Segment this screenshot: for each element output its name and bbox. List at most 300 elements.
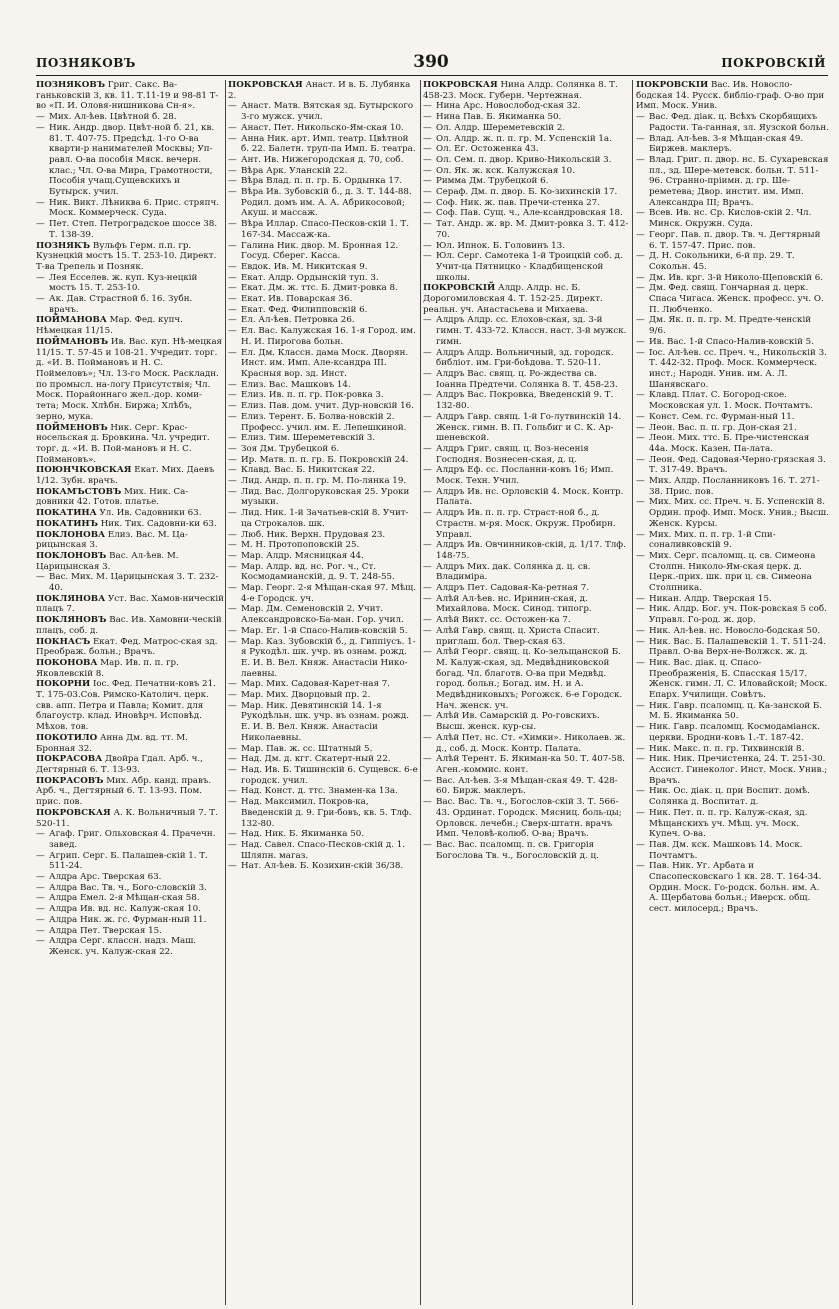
entry-text: Екат. Фед. Филипповскій 6. (241, 304, 368, 315)
entry-text: Екат. Мих. Даевъ 1/12. Зубн. врачъ. (36, 465, 215, 487)
entry-line (423, 369, 630, 390)
entry-text: Над. Ив. Б. Тишинскій 6. Сущевск. 6-е городск. учил. (241, 765, 418, 786)
entry-text: Юл. Ипнок. Б. Головинъ 13. (436, 240, 565, 251)
entry-line (636, 551, 829, 594)
entry-line (636, 134, 829, 155)
entry-line (228, 690, 418, 701)
entry-line (36, 883, 224, 894)
entry-text: Нина Арс. Новослобод-ская 32. (436, 101, 581, 112)
entry-text: Ант. Ив. Нижегородская д. 70, соб. (241, 154, 404, 165)
entry-line (423, 776, 630, 797)
entry-text: Соф. Пав. Сущ. ч., Але-ксандровская 18. (436, 208, 623, 219)
entry-line (423, 626, 630, 647)
entry-text: Алдръ Вас. свящ. ц. Ро-ждества св. Іоанна Предтечи. Солянка 8. Т. 458-23. (436, 368, 618, 390)
entry-text: Алдра Серг. классн. надз. Маш. Женск. уч. Калуж-ская 22. (49, 936, 197, 957)
entry-heading (36, 80, 224, 112)
entry-text: Ник. Андр. двор. Цвѣт-ной б. 21, кв. 81. Т. 407-75. Предсѣд. 1-го О-ва кварти-р нанимателей Москвы; Уп-равл. О-ва пособія Мяск. вечерн. клас.; Чл. О-ва Мира, Грамотности, Пособія учащ.Сущевскихъ и Бутырск. учил. (49, 122, 215, 198)
entry-line (423, 797, 630, 840)
entry-line (636, 230, 829, 251)
entry-text: Мар. Мих. Дворцовый пр. 2. (241, 690, 371, 701)
entry-line (36, 904, 224, 915)
surname: ПОКАМЪСТОВЪ (36, 486, 122, 497)
entry-text: Галина Ник. двор. М. Бронная 12. Госуд. Сберег. Касса. (241, 240, 399, 262)
entry-line (423, 840, 630, 861)
entry-line (228, 294, 418, 305)
entry-text: Дм. Фед. свящ. Гончарная д. церк. Спаса Чигаса. Женск. професс. уч. О. П. Любченко. (649, 283, 824, 315)
entry-heading (423, 80, 630, 101)
entry-line (228, 626, 418, 637)
entry-text: Екат. Алдр. Ордынскій туп. 3. (241, 272, 379, 283)
entry-heading (36, 487, 224, 508)
entry-line (228, 744, 418, 755)
surname: ПОЗНЯКЪ (36, 240, 91, 251)
entry-text: Екат. Дм. ж. ттс. Б. Дмит-ровка 8. (241, 283, 398, 294)
entry-text: Алдра Арс. Тверская 63. (49, 872, 162, 883)
entry-line (228, 797, 418, 829)
entry-line (228, 176, 418, 187)
entry-line (228, 305, 418, 316)
entry-line (423, 112, 630, 123)
entry-text: Анаст. Матв. Вятская зд. Бутырского 3-го мужск. учил. (241, 101, 414, 123)
entry-line (636, 744, 829, 755)
entry-text: Над. Ник. Б. Якиманка 50. (241, 829, 365, 840)
entry-text: Елиз. Ив. п. п. гр. Пок-ровка 3. (241, 390, 384, 401)
entry-text: Клавд. Плат. С. Богород-ское. Московская ул. 1. Моск. Почтамтъ. (649, 390, 813, 412)
entry-text: Мар. Мих. Садовая-Карет-ная 7. (241, 679, 391, 690)
entry-text: Елиз. Терент. Б. Болва-новскій 2. Професс. учил. им. Е. Лепешкиной. (241, 411, 407, 433)
page-header (36, 52, 826, 74)
entry-line (228, 187, 418, 219)
entry-line (636, 155, 829, 209)
entry-heading (36, 315, 224, 336)
entry-line (423, 615, 630, 626)
entry-text: Над. Савел. Спасо-Песков-скій д. 1. Шляпн. магаз. (241, 839, 406, 861)
entry-line (228, 433, 418, 444)
entry-text: Лид. Ник. 1-й Зачатьев-скій 8. Учит-ца Строкалов. шк. (241, 508, 409, 529)
entry-heading (36, 733, 224, 754)
entry-text: Ол. Сем. п. двор. Криво-Никольскій 3. (436, 154, 612, 165)
entry-line (636, 808, 829, 840)
entry-text: Нат. Ал-ѣев. Б. Козихин-скій 36/38. (241, 861, 404, 872)
entry-text: Алдръ Алдр. сс. Елохов-ская, зд. 3-й гимн. Т. 433-72. Классн. наст. 3-й мужск. гимн. (436, 315, 627, 347)
entry-line (423, 144, 630, 155)
entry-text: Алдра Ив. вд. нс. Калуж-ская 10. (49, 904, 201, 915)
entry-line (228, 861, 418, 872)
entry-line (423, 647, 630, 711)
entry-text: Ник. Серг. Крас-носельская д. Бровкина. Чл. учредит. торг. д. «И. В. Пой-мановъ и Н. С. Поймановъ». (36, 422, 210, 465)
entry-text: Мих. Абр. канд. правъ. Арб. ч., Дегтярный 6. Т. 13-93. Пом. прис. пов. (36, 775, 212, 808)
entry-line (228, 786, 418, 797)
surname: ПОКОРНИ (36, 679, 91, 690)
entry-line (636, 273, 829, 284)
entry-text: Ник. Пет. п. п. гр. Калуж-ская, зд. Мѣщанскихъ уч. Мѣщ. уч. Моск. Купеч. О-ва. (649, 807, 808, 840)
entry-line (636, 658, 829, 701)
entry-line (636, 754, 829, 786)
entry-text: Вѣра Ив. Зубовскій б., д. 3. Т. 144-88. Родил. домъ им. А. А. Абрикосовой; Акуш. и массаж. (241, 187, 412, 219)
entry-line (636, 283, 829, 315)
entry-text: Ол. Як. ж. кск. Калужская 10. (436, 165, 575, 176)
entry-text: М. Н. Протопоповскій 25. (241, 540, 360, 551)
entry-text: Вас. Вас. Тв. ч., Богослов-скій 3. Т. 566-43. Ординат. Городск. Мясниц. боль-цы; Орловск. лечебн.; Сверх-штатн. врачъ Имп. Человѣ-колюб. О-ва; Врачъ. (436, 797, 622, 840)
entry-line (423, 251, 630, 283)
entry-heading (36, 241, 224, 273)
entry-line (36, 829, 224, 850)
entry-text: Мар. Дм. Семеновскій 2. Учит. Александровско-Ба-ман. Гор. учил. (241, 604, 404, 626)
entry-text: Елиз. Тим. Шереметевскій 3. (241, 433, 376, 444)
entry-line (228, 465, 418, 476)
entry-heading (36, 594, 224, 615)
entry-heading (36, 808, 224, 829)
header-rule (36, 75, 828, 76)
entry-text: Римма Дм. Трубецкой 6. (436, 176, 549, 187)
entry-text: Елиз. Вас. Машковъ 14. (241, 379, 351, 390)
surname: ПОКРОВСКІЙ (636, 80, 709, 90)
entry-line (423, 444, 630, 465)
entry-text: Алѣй Ал-ѣев. нс. Иринин-ская, д. Михайлова. Моск. Синод. типогр. (436, 593, 592, 615)
entry-text: Мих. Мих. п. п. гр. 1-й Спи-соналивковскій 9. (649, 529, 776, 551)
entry-text: Алдръ Григ. свящ. ц. Воз-несенія Господня. Вознесен-ская, д. ц. (436, 443, 589, 465)
entry-line (228, 262, 418, 273)
entry-line (423, 348, 630, 369)
entry-text: Вас. Ив. Новосло-бодская 14. Русск. библіо-граф. О-во при Имп. Моск. Унив. (636, 80, 825, 112)
entry-text: Алдръ Гавр. свящ. 1-й Го-лутвинскій 14. Женск. гимн. В. П. Гольбиг и С. К. Ар-шеневской. (436, 411, 622, 444)
entry-line (228, 166, 418, 177)
entry-text: Григ. Сакс. Ва-ганьковскій 3, кв. 11. Т.11-19 и 98-81 Т-во «П. И. Оловя-нишникова Сн-я». (36, 80, 219, 112)
entry-line (36, 893, 224, 904)
entry-line (228, 401, 418, 412)
entry-heading (36, 637, 224, 658)
entry-heading (36, 508, 224, 519)
surname: ПОКАТИНА (36, 508, 97, 519)
entry-line (636, 530, 829, 551)
entry-text: Алдръ Ив. п. п. гр. Страст-ной б., д. Страстн. м-ря. Моск. Окруж. Пробирн. Управл. (436, 508, 616, 540)
entry-line (423, 562, 630, 583)
entry-text: Алѣй Ив. Самарскій д. Ро-говскихъ. Высш. женск. кур-сы. (436, 711, 600, 733)
entry-line (423, 187, 630, 198)
surname: ПОКОТИЛО (36, 732, 98, 743)
entry-text: Вас. Ал-ѣев. 3-я Мѣщан-ская 49. Т. 428-60. Бирж. маклеръ. (436, 775, 618, 797)
entry-text: Мар. Пав. ж. сс. Штатный 5. (241, 743, 373, 754)
entry-text: Клавд. Вас. Б. Никитская 22. (241, 465, 375, 476)
entry-heading (36, 658, 224, 679)
entry-line (636, 861, 829, 915)
entry-line (228, 283, 418, 294)
entry-text: Конст. Сем. гс. Фурман-ный 11. (649, 411, 795, 422)
entry-text: Мар. Ник. Девятинскій 14. 1-я Рукодѣльн. шк. учр. въ ознам. рожд. Е. И. В. Вел. Княж. Анастасіи Николаевны. (241, 700, 410, 743)
entry-text: Соф. Ник. ж. пав. Пречи-стенка 27. (436, 197, 600, 208)
entry-text: Всев. Ив. нс. Ср. Кислов-скій 2. Чл. Минск. Окружн. Суда. (649, 208, 812, 230)
entry-line (228, 444, 418, 455)
entry-line (228, 348, 418, 380)
entry-text: Влад. Григ. п. двор. нс. Б. Сухаревская пл., зд. Шере-метевск. больн. Т. 511-96. Странно-пріимн. д. гр. Ше-реметева; Двор. инстит. им. Имп. Александра III; Врачъ. (649, 154, 829, 208)
entry-line (228, 765, 418, 786)
surname: ПОКНАСЪ (36, 636, 91, 647)
entry-text: Мих. Ник. Са-довники 42. Готов. платье. (36, 486, 189, 508)
entry-text: Георг. Пав. п. двор. Тв. ч. Дегтярный 6. Т. 157-47. Прис. пов. (649, 229, 821, 251)
entry-heading (423, 283, 630, 315)
entry-line (636, 476, 829, 497)
entry-text: Зоя Дм. Трубецкой 6. (241, 443, 340, 454)
entry-line (423, 315, 630, 347)
entry-line (636, 423, 829, 434)
entry-line (228, 241, 418, 262)
entry-text: Іос. Фед. Печатни-ковъ 21. Т. 175-03.Сов. Римско-Католич. церк. свв. апп. Петра и Павла; Комит. для благоустр. клад. Иновѣрч. Исповѣд. Мѣхов. тов. (36, 679, 216, 733)
entry-line (636, 337, 829, 348)
entry-text: Алѣй Терент. Б. Якиман-ка 50. Т. 407-58. Аген.-коммис. конт. (436, 754, 626, 775)
entry-text: Двойра Гдал. Арб. ч., Дегтярный 6. Т. 13-93. (36, 754, 203, 775)
entry-heading (36, 530, 224, 551)
entry-line (636, 112, 829, 133)
entry-line (36, 123, 224, 198)
entry-text: Мар. Ив. п. п. гр. Яковлевскій 8. (36, 657, 179, 679)
entry-line (228, 540, 418, 551)
entry-line (636, 348, 829, 391)
entry-text: Іос. Ал-ѣев. сс. Преч. ч., Никольскій 3. Т. 442-32. Проф. Моск. Коммерческ. инст.; Народн. Унив. им. А. Л. Шанявскаго. (649, 347, 827, 390)
entry-line (423, 465, 630, 486)
entry-line (228, 487, 418, 508)
entry-line (423, 583, 630, 594)
entry-text: Вас. Вас. псаломщ. п. св. Григорія Богослова Тв. ч., Богословскій д. ц. (436, 839, 599, 861)
entry-text: Алдръ Пет. Садовая-Ка-ретная 7. (436, 583, 590, 594)
entry-line (636, 208, 829, 229)
entry-heading (636, 80, 829, 112)
entry-text: Вульфъ Герм. п.п. гр. Кузнецкій мостъ 15. Т. 253-10. Директ. Т-ва Трепель и Позняк. (36, 240, 217, 272)
entry-text: Алѣй Пет. нс. Ст. «Химки». Николаев. ж. д., соб. д. Моск. Контр. Палата. (436, 732, 626, 754)
surname: ПОКОНОВА (36, 657, 98, 668)
entry-text: Вѣра Иллар. Спасо-Песков-скій 1. Т. 167-34. Массаж-ка. (241, 219, 409, 240)
entry-line (423, 508, 630, 540)
entry-line (228, 637, 418, 680)
entry-line (36, 219, 224, 240)
entry-text: Люб. Ник. Верхн. Прудовая 23. (241, 529, 386, 540)
entry-line (423, 754, 630, 775)
entry-text: Ник. Алдр. Бог. уч. Пок-ровская 5 соб. Управл. Го-род. ж. дор. (649, 604, 827, 626)
entry-line (636, 626, 829, 637)
entry-text: Пав. Ник. Уг. Арбата и Спасопесковскаго 1 кв. 28. Т. 164-34. Ордин. Моск. Го-родск. больн. им. А. А. Щербатова больн.; Иверск. общ. сест. милосерд.; Врачъ. (649, 861, 822, 915)
entry-text: Алдръ Мих. дак. Солянка д. ц. св. Владиміра. (436, 561, 591, 583)
entry-line (228, 273, 418, 284)
entry-text: Дм. Ив. крг. 3-й Николо-Щеповскій 6. (649, 272, 824, 283)
entry-text: Алдра Вас. Тв. ч., Бого-словскій 3. (49, 882, 207, 893)
entry-text: Ник. Гавр. псаломщ. ц. Ка-занской Б. М. Б. Якиманка 50. (649, 700, 823, 722)
entry-line (423, 208, 630, 219)
entry-line (36, 872, 224, 883)
entry-line (36, 851, 224, 872)
entry-line (423, 134, 630, 145)
entry-text: Леон. Вас. п. п. гр. Дон-ская 21. (649, 422, 797, 433)
entry-text: Пав. Дм. кск. Машковъ 14. Моск. Почтамтъ. (649, 839, 803, 861)
entry-text: Ник. Ник. Пречистенка, 24. Т. 251-30. Ассист. Гинеколог. Инст. Моск. Унив.; Врачъ. (649, 754, 828, 786)
entry-text: Лея Есселев. ж. куп. Куз-нецкій мостъ 15. Т. 253-10. (49, 272, 198, 294)
entry-line (228, 530, 418, 541)
entry-text: Д. Н. Сокольники, 6-й пр. 29. Т. Сокольн. 45. (649, 251, 795, 272)
surname: ПОЙМАНОВА (36, 315, 107, 326)
entry-text: Агаф. Григ. Ольховская 4. Прачечн. завед. (49, 829, 216, 850)
entry-text: Алдръ Вас. Покровка, Введенскій 9. Т. 132-80. (436, 390, 614, 412)
entry-heading (36, 519, 224, 530)
surname: ПОКЛЯНОВЪ (36, 615, 107, 626)
surname: ПОЙМАНОВЪ (36, 336, 109, 347)
entry-line (423, 123, 630, 134)
entry-line (423, 198, 630, 209)
surname: ПОКРОВСКІЙ (423, 283, 496, 294)
entry-text: Екат. Фед. Матрос-ская зд. Преображ. больн.; Врачъ. (36, 636, 218, 658)
entry-line (423, 594, 630, 615)
entry-heading (36, 754, 224, 775)
entry-line (636, 786, 829, 807)
entry-text: Ник. Вас. Б. Палашевскій 1. Т. 511-24. Правл. О-ва Верх-не-Волжск. ж. д. (649, 636, 827, 658)
entry-text: Алдра Емел. 2-я Мѣщан-ская 58. (49, 893, 200, 904)
entry-text: Мар. Алдр. Мясницкая 44. (241, 550, 364, 561)
entry-line (36, 915, 224, 926)
entry-line (423, 711, 630, 732)
entry-line (228, 701, 418, 744)
entry-text: Ир. Матв. п. п. гр. Б. Покровскій 24. (241, 454, 409, 465)
entry-line (228, 754, 418, 765)
entry-text: А. К. Вольничный 7. Т. 520-11. (36, 807, 218, 829)
surname: ПОКЛОНОВА (36, 529, 106, 540)
directory-column-2 (228, 80, 418, 1305)
column-divider (225, 80, 226, 1305)
running-head-right: ПОКРОВСКІЙ (721, 56, 826, 70)
entry-line (228, 508, 418, 529)
entry-text: Анаст. Пет. Никольско-Ям-ская 10. (241, 122, 404, 133)
entry-text: Мих. Алдр. Посланниковъ 16. Т. 271-38. Прис. пов. (649, 476, 820, 497)
entry-line (36, 936, 224, 957)
entry-text: Ел. Вас. Калужская 16. 1-я Город. им. Н. И. Пирогова больн. (241, 326, 416, 347)
running-head-left: ПОЗНЯКОВЪ (36, 56, 136, 70)
entry-line (228, 604, 418, 625)
entry-line (228, 562, 418, 583)
entry-line (228, 326, 418, 347)
directory-column-4 (636, 80, 829, 1305)
entry-text: Вас. Ив. Хамовни-ческій плацъ, соб. д. (36, 615, 222, 636)
entry-text: Ел. Ал-ѣев. Петровка 26. (241, 315, 355, 326)
entry-text: Вас. Мих. М. Царицынская 3. Т. 232-40. (49, 572, 219, 594)
entry-line (636, 251, 829, 272)
entry-text: Ник. Макс. п. п. гр. Тихвинскій 8. (649, 743, 805, 754)
entry-text: Ив. Вас. 1-й Спасо-Налив-ковскій 5. (649, 336, 814, 347)
entry-line (228, 829, 418, 840)
entry-line (228, 380, 418, 391)
entry-heading (36, 679, 224, 733)
column-divider (632, 80, 633, 1305)
entry-text: Мих. Серг. псаломщ. ц. св. Симеона Столпн. Николо-Ям-ская церк. д. Церк.-прих. шк. при ц. св. Симеона Столпника. (649, 550, 816, 594)
entry-text: Ел. Дм. Классн. дама Моск. Дворян. Инст. им. Имп. Але-ксандра III. Красныя вор. зд. Инст. (241, 347, 409, 379)
entry-text: Анна Ник. арт. Имп. театр. Цвѣтной б. 22. Балетн. труп-па Имп. Б. театра. (241, 133, 416, 155)
entry-text: Ник. Ос. діак. ц. при Воспит. домѣ. Солянка д. Воспитат. д. (649, 786, 810, 808)
entry-line (228, 679, 418, 690)
entry-text: Леон. Фед. Садовая-Черно-грязская 3. Т. 317-49. Врачъ. (649, 454, 826, 476)
entry-line (228, 390, 418, 401)
entry-text: Над. Дм. д. кгг. Скатерт-ный 22. (241, 754, 391, 765)
entry-line (228, 840, 418, 861)
surname: ПОЮНЧКОВСКАЯ (36, 465, 132, 476)
entry-text: Мар. Ег. 1-й Спасо-Налив-ковскій 5. (241, 625, 408, 636)
entry-text: Агрип. Серг. Б. Палашев-скій 1. Т. 511-24. (49, 850, 208, 872)
entry-text: Алѣй Гавр. свящ. ц. Христа Спасит. приглаш. бол. Твер-ская 63. (436, 625, 600, 647)
entry-text: Ив. Вас. куп. Нѣ-мецкая 11/15. Т. 57-45 и 108-21. Учредит. торг. д. «И. В. Поймановъ и Н. С. Поймеловъ»; Чл. 13-го Моск. Раскладн. по промысл. на-логу Присутствія; Чл. Моск. Порайоннаго жел.-дор. коми-тета; Моск. Хлѣбн. Биржа; Хлѣбъ, зерно, мука. (36, 336, 222, 422)
entry-text: Алѣй Викт. сс. Остожен-ка 7. (436, 615, 571, 626)
surname: ПОКРОВСКАЯ (36, 807, 111, 818)
entry-text: Мар. Георг. 2-я Мѣщан-ская 97. Мѣщ. 4-е Городск. уч. (241, 583, 417, 604)
entry-text: Влад. Ал-ѣев. 3-я Мѣщан-ская 49. Биржев. маклеръ. (649, 133, 804, 155)
surname: ПОКЛОНОВЪ (36, 550, 107, 561)
entry-text: Вас. Ал-ѣев. М. Царицынская 3. (36, 550, 179, 572)
entry-text: Мар. Алдр. вд. нс. Рог. ч., Ст. Космодамианскій, д. 9. Т. 248-55. (241, 561, 395, 583)
entry-text: Ник. Гавр. псаломщ. Космодаміанск. церкви. Бродни-ковъ 1.-Т. 187-42. (649, 722, 821, 743)
entry-text: Пет. Степ. Петроградское шоссе 38. Т. 138-39. (49, 219, 218, 240)
entry-text: Елиз. Пав. дом. учит. Дур-новскій 16. (241, 401, 414, 412)
entry-line (423, 540, 630, 561)
entry-text: Анна Дм. вд. тт. М. Бронная 32. (36, 732, 188, 754)
entry-text: Ул. Ив. Садовники 63. (99, 508, 202, 519)
entry-text: Вѣра Влад. п. п. гр. Б. Ордынка 17. (241, 176, 403, 187)
entry-text: Елиз. Вас. М. Ца-рицынская 3. (36, 529, 188, 551)
surname: ПОКАТИНЪ (36, 518, 98, 529)
entry-text: Алдръ Еф. сс. Посланни-ковъ 16; Имп. Моск. Техн. Учил. (436, 465, 614, 487)
entry-line (423, 733, 630, 754)
entry-line (636, 497, 829, 529)
entry-text: Юл. Серг. Самотека 1-й Троицкій соб. д. Учит-ца Пятницко - Кладбищенской школы. (436, 251, 623, 283)
entry-line (636, 701, 829, 722)
entry-line (636, 455, 829, 476)
entry-line (636, 637, 829, 658)
entry-line (636, 390, 829, 411)
entry-text: Вас. Фед. діак. ц. Всѣхъ Скорбящихъ Радости. Та-ганная, зл. Яузской больн. (649, 112, 829, 133)
surname: ПОКЛЯНОВА (36, 593, 106, 604)
column-divider (420, 80, 421, 1305)
entry-text: Алдръ Алдр. Вольничный, зд. городск. библіот. им. Гри-боѣдова. Т. 520-11. (436, 347, 614, 369)
entry-line (36, 198, 224, 219)
entry-heading (228, 80, 418, 101)
entry-text: Ак. Дав. Страстной б. 16. Зубн. врачъ. (49, 294, 193, 315)
entry-line (228, 455, 418, 466)
entry-text: Мар. Фед. купч. Нѣмецкая 11/15. (36, 315, 183, 337)
entry-line (228, 219, 418, 240)
entry-line (636, 604, 829, 625)
entry-line (228, 476, 418, 487)
entry-line (423, 101, 630, 112)
entry-text: Ол. Алдр. Шереметевскій 2. (436, 122, 566, 133)
entry-text: Над. Максимил. Покров-ка, Введенскій д. 9. Гри-бовъ, кв. 5. Тлф. 132-80. (241, 797, 412, 829)
entry-line (636, 412, 829, 423)
entry-text: Анаст. И в. Б. Лубянка 2. (228, 80, 411, 101)
entry-heading (36, 615, 224, 636)
surname: ПОКРАСОВА (36, 754, 103, 765)
entry-line (636, 594, 829, 605)
entry-line (423, 176, 630, 187)
entry-text: Никан. Алдр. Тверская 15. (649, 593, 772, 604)
entry-line (423, 241, 630, 252)
entry-text: Мар. Каз. Зубовскій б., д. Гиппіусъ. 1-я Рукодѣл. шк. учр. въ ознам. рожд. Е. И. В. Вел. Княж. Анастасіи Нико-лаевны. (241, 636, 416, 679)
entry-text: Нина Алдр. Солянка 8. Т. 458-23. Моск. Губерн. Чертежная. (423, 80, 618, 101)
entry-text: Сераф. Дм. п. двор. Б. Ко-зихинскій 17. (436, 187, 618, 198)
entry-text: Ник. Ал-ѣев. нс. Новосло-бодская 50. (649, 625, 821, 636)
entry-text: Мих. Ал-ѣев. Цвѣтной б. 28. (49, 112, 177, 123)
entry-line (228, 583, 418, 604)
entry-text: Алдра Ник. ж. гс. Фурман-ный 11. (49, 914, 207, 925)
entry-line (228, 134, 418, 155)
entry-line (228, 551, 418, 562)
directory-column-3 (423, 80, 630, 1305)
entry-text: Над. Конст. д. ттс. Знамен-ка 13а. (241, 786, 398, 797)
entry-text: Евдок. Ив. М. Никитская 9. (241, 261, 368, 272)
entry-text: Ол. Ег. Остоженка 43. (436, 144, 539, 155)
entry-line (423, 390, 630, 411)
entry-text: Алѣй Георг. свящ. ц. Ко-зельщанской Б. М. Калуж-ская, зд. Медвѣдниковской богад. Чл. благотв. О-ва при Медвѣд. город. больн.; Богад. им. Н. и А. Медвѣдниковыхъ; Рогожск. 6-е Городск. Нач. женск. уч. (436, 647, 623, 711)
entry-text: Вѣра Арк. Уланскій 22. (241, 165, 348, 176)
